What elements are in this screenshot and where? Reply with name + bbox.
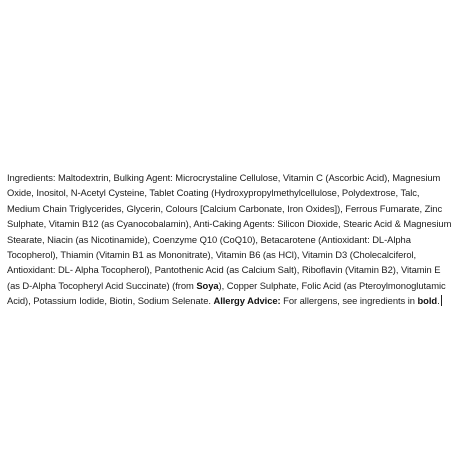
ingredients-list-part-2: ), Copper Sulphate, Folic Acid (as Pteroylmonoglutamic Acid), Potassium Iodide, Biotin, Sodium Selenate. (7, 279, 446, 307)
end-punctuation: . (437, 295, 440, 307)
ingredients-list-part-1: Ingredients: Maltodextrin, Bulking Agent: Microcrystaline Cellulose, Vitamin C (Ascorbic Acid), Magnesium Oxide, Inositol, N-Acetyl Cysteine, Tablet Coating (Hydroxypropylmethylcellulose, Polydextrose, Talc, Medium Chain Triglycerides, Glycerin, Colours [Calcium Carbonate, Iron Oxides]), Ferrous Fumarate, Zinc Sulphate, Vitamin B12 (as Cyanocobalamin), Anti-Caking Agents: Silicon Dioxide, Stearic Acid & Magnesium Stearate, Niacin (as Nicotinamide), Coenzyme Q10 (CoQ10), Betacarotene (Antioxidant: DL-Alpha Tocopherol), Thiamin (Vitamin B1 as Mononitrate), Vitamin B6 (as HCl), Vitamin D3 (Cholecalciferol, Antioxidant: DL- Alpha Tocopherol), Pantothenic Acid (as Calcium Salt), Riboflavin (Vitamin B2), Vitamin E (as D-Alpha Tocopheryl Acid Succinate) (from (7, 172, 452, 291)
allergy-advice-text: For allergens, see ingredients in (280, 295, 418, 307)
allergen-soya: Soya (196, 279, 219, 291)
allergy-advice-label: Allergy Advice: (213, 295, 281, 307)
ingredients-paragraph (7, 170, 455, 309)
ingredients-text (7, 170, 455, 309)
bold-word: bold (417, 295, 438, 307)
text-cursor (441, 295, 442, 306)
